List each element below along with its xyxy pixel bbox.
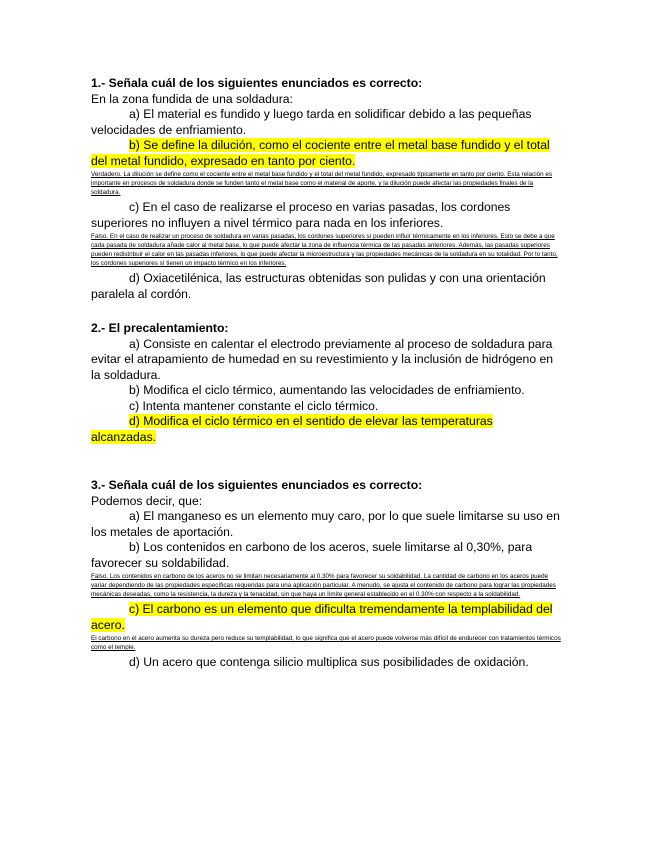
spacer: [91, 445, 561, 478]
question-3-title: 3.- Señala cuál de los siguientes enunciados es correcto:: [91, 478, 423, 492]
question-3-option-c: [91, 602, 561, 633]
question-2-option-b: b) Modifica el ciclo térmico, aumentando las velocidades de enfriamiento.: [129, 383, 525, 397]
question-1-option-d: d) Oxiacetilénica, las estructuras obtenidas son pulidas y con una orientación paralela al cordón.: [91, 271, 546, 301]
question-1-option-b-text: b) Se define la dilución, como el cociente entre el metal base fundido y el total del metal fundido, expresado en tanto por ciento.: [91, 138, 550, 168]
question-2-option-c: c) Intenta mantener constante el ciclo térmico.: [129, 398, 379, 413]
question-3-option-c-text: c) El carbono es un elemento que dificulta tremendamente la templabilidad del acero.: [91, 602, 553, 632]
question-3-option-a: a) El manganeso es un elemento muy caro, por lo que suele limitarse su uso en los metales de aportación.: [91, 509, 560, 539]
question-2-option-a: a) Consiste en calentar el electrodo previamente al proceso de soldadura para evitar el atrapamiento de humedad en su revestimiento y la inclusión de hidrógeno en la soldadura.: [91, 336, 554, 382]
question-3-intro: Podemos decir, que:: [91, 493, 203, 508]
question-3-option-b: b) Los contenidos en carbono de los aceros, suele limitarse al 0,30%, para favorecer su soldabilidad.: [91, 540, 533, 570]
question-1-option-b-note: Verdadero. La dilución se define como el cociente entre el metal base fundido y el total del metal fundido, expresado típicamente en tanto por ciento. Esta relación es importante en procesos de soldadura donde se funden tanto el metal base como el material de aporte, y la dilución puede afectar las propiedades finales de la soldadura.: [91, 171, 553, 196]
question-1-option-a: a) El material es fundido y luego tarda en solidificar debido a las pequeñas velocidades de enfriamiento.: [91, 107, 532, 137]
question-1-intro: En la zona fundida de una soldadura:: [91, 91, 293, 106]
question-3-option-b-note: Falso. Los contenidos en carbono de los aceros no se limitan necesariamente al 0.30% para favorecer su soldabilidad. La cantidad de carbono en los aceros puede variar dependiendo de las propiedades específicas requeridas para una aplicación particular. A menudo, se ajusta el contenido de carbono para lograr las propiedades mecánicas deseadas, como la resistencia, la dureza y la tenacidad, sin que haya un límite general establecido en el 0.30% con respecto a la soldabilidad.: [91, 573, 556, 598]
question-1-title: 1.- Señala cuál de los siguientes enunciados es correcto:: [91, 76, 423, 90]
spacer: [91, 302, 561, 321]
question-2-option-d-text: d) Modifica el ciclo térmico en el sentido de elevar las temperaturas alcanzadas.: [91, 414, 493, 444]
question-1-option-c: c) En el caso de realizarse el proceso en varias pasadas, los cordones superiores no influyen a nivel térmico para nada en los inferiores.: [91, 200, 511, 230]
question-3-option-d: d) Un acero que contenga silicio multiplica sus posibilidades de oxidación.: [129, 655, 529, 669]
question-1-option-b: [91, 138, 561, 169]
document-page: [91, 76, 561, 671]
question-2-title: 2.- El precalentamiento:: [91, 321, 229, 335]
question-1-option-c-note: Falso. En el caso de realizar un proceso de soldadura en varias pasadas, los cordones superiores sí pueden influir térmicamente en los inferiores. Esto se debe a que cada pasada de soldadura añade calor al metal base, lo que puede afectar la zona de influencia térmica de las pasadas anteriores. Además, las pasadas superiores pueden redistribuir el calor en las pasadas inferiores, lo que puede afectar la microestructura y las propiedades mecánicas de la soldadura en su totalidad. Por lo tanto, los cordones superiores sí tienen un impacto térmico en los inferiores.: [91, 233, 558, 267]
question-3-option-c-note: El carbono en el acero aumenta su dureza pero reduce su templabilidad, lo que significa que el acero puede volverse más difícil de endurecer con tratamientos térmicos como el temple.: [91, 635, 561, 651]
question-2-option-d: [91, 414, 561, 445]
